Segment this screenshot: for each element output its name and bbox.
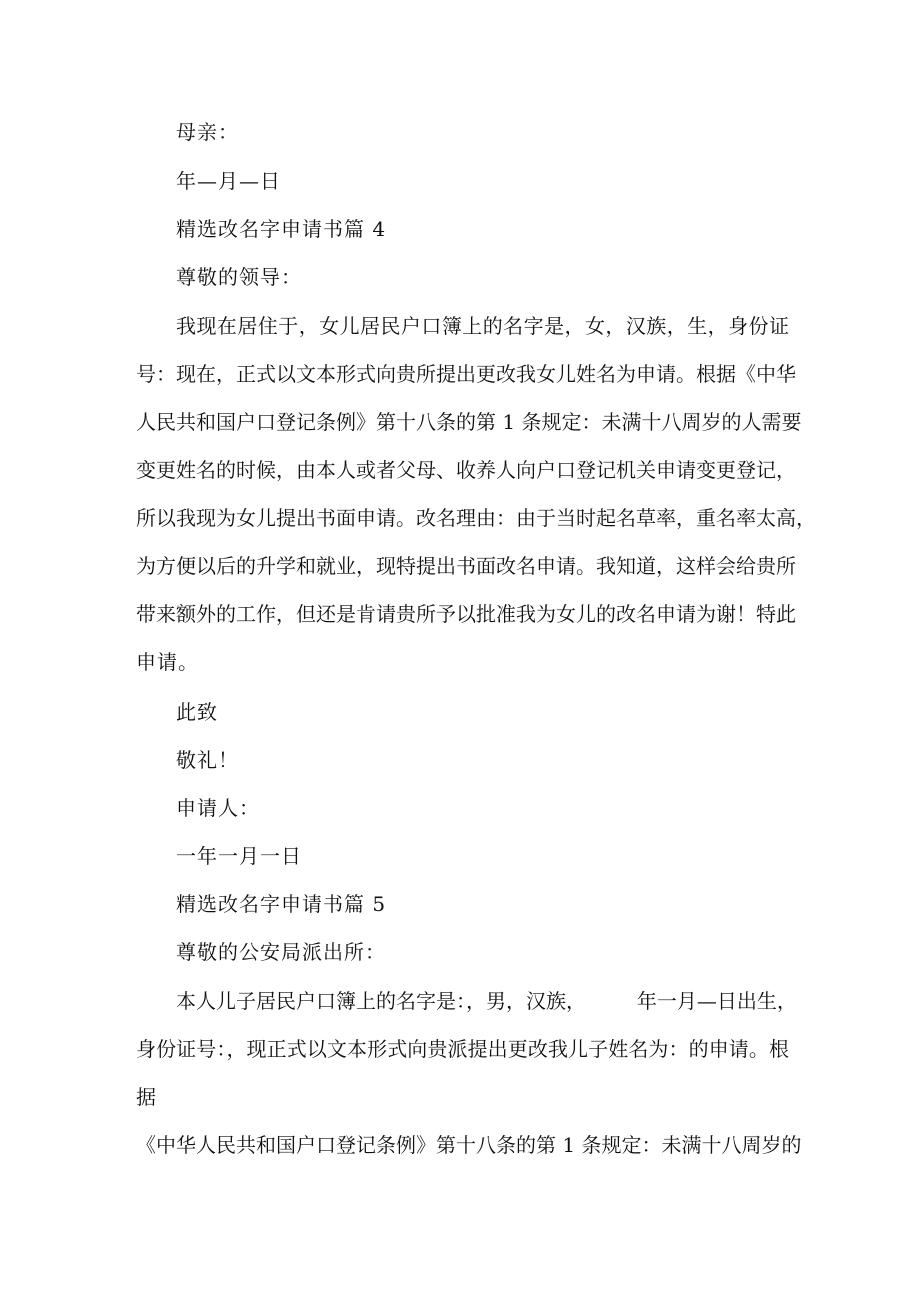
section-title: 精选改名字申请书篇 4 <box>176 217 387 241</box>
closing-line: 此致 <box>176 700 218 724</box>
date-line: 一年一月一日 <box>176 844 302 868</box>
closing-line: 敬礼！ <box>176 748 239 772</box>
salutation: 尊敬的公安局派出所： <box>176 940 386 964</box>
mother-signature-label: 母亲： <box>176 120 239 144</box>
body-paragraph-line: 《中华人民共和国户口登记条例》第十八条的第 1 条规定：未满十八周岁的 <box>136 1133 802 1157</box>
applicant-signature-label: 申请人： <box>176 796 260 820</box>
date-line: 年—月—日 <box>176 169 281 193</box>
body-paragraph-line: 我现在居住于，女儿居民户口簿上的名字是，女，汉族，生，身份证 <box>176 314 789 338</box>
body-paragraph-line: 号：现在，正式以文本形式向贵所提出更改我女儿姓名为申请。根据《中华 <box>136 362 796 386</box>
body-paragraph-line: 据 <box>136 1085 157 1109</box>
body-paragraph-line: 所以我现为女儿提出书面申请。改名理由：由于当时起名草率，重名率太高， <box>136 506 816 530</box>
salutation: 尊敬的领导： <box>176 265 302 289</box>
body-paragraph-line: 带来额外的工作，但还是肯请贵所予以批准我为女儿的改名申请为谢！特此 <box>136 602 796 626</box>
section-title: 精选改名字申请书篇 5 <box>176 892 387 916</box>
body-paragraph-line: 变更姓名的时候，由本人或者父母、收养人向户口登记机关申请变更登记， <box>136 458 796 482</box>
body-paragraph-line: 本人儿子居民户口簿上的名字是：，男，汉族， 年一月—日出生， <box>176 989 797 1013</box>
body-paragraph-line: 申请。 <box>136 650 199 674</box>
body-paragraph-line: 身份证号：，现正式以文本形式向贵派提出更改我儿子姓名为：的申请。根 <box>136 1037 789 1061</box>
body-paragraph-line: 为方便以后的升学和就业，现特提出书面改名申请。我知道，这样会给贵所 <box>136 554 796 578</box>
body-paragraph-line: 人民共和国户口登记条例》第十八条的第 1 条规定：未满十八周岁的人需要 <box>136 410 802 434</box>
